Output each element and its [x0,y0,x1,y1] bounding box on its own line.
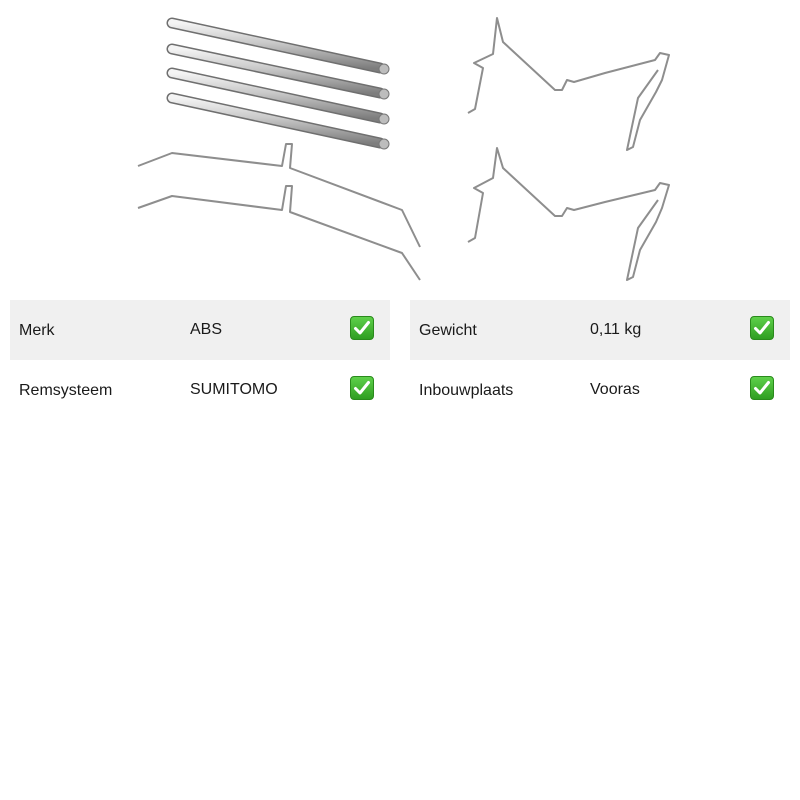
spec-label: Gewicht [419,322,477,339]
spec-label: Merk [19,322,55,339]
spec-table-right [410,300,790,420]
spec-row-weight [410,300,790,360]
spec-label: Inbouwplaats [419,382,514,399]
anti-rattle-wires [138,144,420,280]
anti-rattle-wire [138,144,420,247]
check-mark-icon [350,376,374,400]
spec-value: SUMITOMO [190,381,278,398]
hold-down-spring [468,18,669,150]
guide-pins [172,23,389,149]
spec-row-brand [10,300,390,360]
spec-row-fitting-position [410,360,790,420]
spec-label: Remsysteem [19,382,113,399]
hold-down-springs [468,18,669,280]
spec-value: Vooras [590,381,640,398]
guide-pin [172,98,389,149]
spec-value: ABS [190,321,223,338]
check-mark-icon [750,316,774,340]
product-image [130,10,680,290]
spec-row-brake-system [10,360,390,420]
hold-down-spring [468,148,669,280]
spec-table-left [10,300,390,420]
check-mark-icon [750,376,774,400]
check-mark-icon [350,316,374,340]
spec-value: 0,11 kg [590,321,642,338]
